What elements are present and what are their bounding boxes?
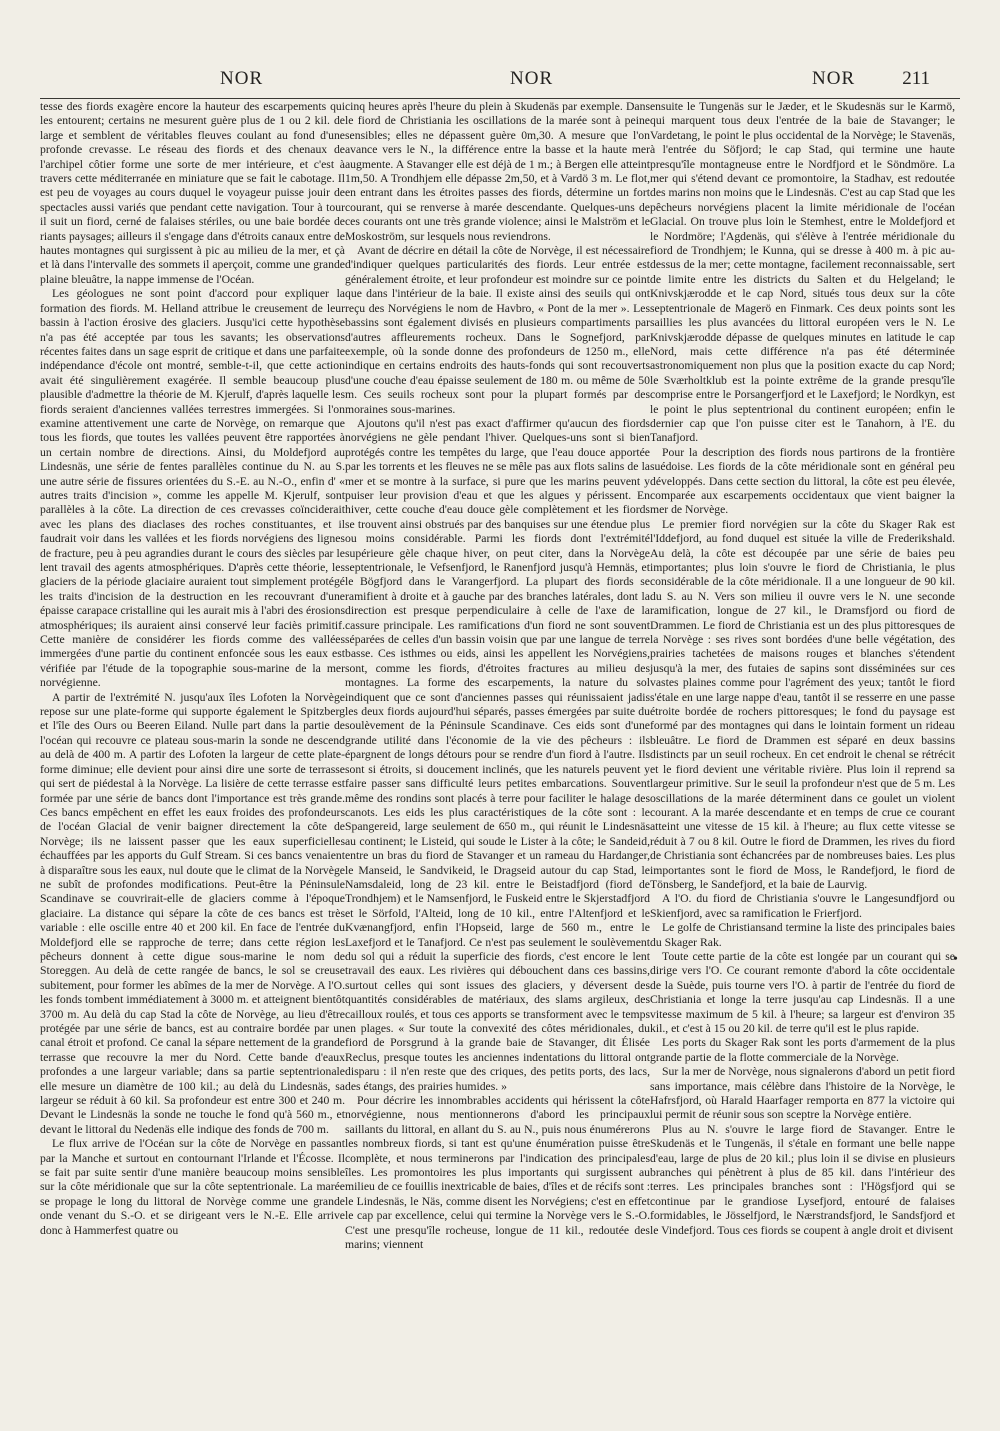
paragraph: cinq heures après l'heure du plein à Skudenäs par exemple. Dans le fiord de Christiania les oscillations de la marée sont à peine sensibles; elles ne dépassent guère 0m,30. A mesure que l'on avance vers le N., la différence entre la basse et la haute mer augmente. A Stavanger elle est déjà de 1 m.; à Bergen elle atteint 1m,50. A Trondhjem elle dépasse 2m,50, et à Vardö 3 m. Le flot, en entrant dans les étroites passes des fiords, détermine un fort courant, qui se renverse à marée descendante. Quelques-uns de ces courants ont une très grande violence; ainsi le Malström et le Moskoström, sur lesquels nous reviendrons. [345, 100, 650, 243]
paragraph: Avant de décrire en détail la côte de Norvège, il est nécessaire d'indiquer quelques particularités des fiords. Leur entrée est généralement étroite, et leur profondeur est moindre sur ce point que dans l'intérieur de la baie. Il existe ainsi des seuils qui ont reçu des Norvégiens le nom de Havbro, « Pont de la mer ». Les bassins sont également divisés en plusieurs compartiments par d'autres affleurements rocheux. Dans le Sognefjord, par exemple, où la sonde donne des profondeurs de 1250 m., elle indique en certains endroits des hauts-fonds qui sont recouverts d'une couche d'eau épaisse seulement de 180 m. ou même de 50 m. Ces seuils rocheux sont pour la plupart formés par des moraines sous-marines. [345, 244, 650, 416]
paragraph: A partir de l'extrémité N. jusqu'aux îles Lofoten la Norvège repose sur une plate-forme qui supporte également le Spitzberg et l'île des Ours ou Beeren Eiland. Nulle part dans la partie de l'océan qui recouvre ce plateau sous-marin la sonde ne descend au delà de 400 m. A partir des Lofoten la largeur de cette plate-forme diminue; elle devient pour ainsi dire une sorte de terrasse qui sert de piédestal à la Norvège. La lisière de cette terrasse est formée par une série de bancs dont l'importance est très grande. Ces bancs empêchent en effet les eaux froides des profondeurs de l'océan Glacial de venir baigner directement la côte de Norvège; ils ne laissent passer que les eaux superficielles échauffées par les apports du Gulf Stream. Si ces bancs venaient à disparaître sous les eaux, nul doute que le climat de la Norvège ne subît de profondes modifications. Peut-être la Péninsule Scandinave se couvrirait-elle de glaciers comme à l'époque glaciaire. La distance qui sépare la côte de ces bancs est très variable : elle oscille entre 40 et 200 kil. En face de l'entrée du Moldefjord elle se rapproche de terre; dans cette région les pêcheurs donnent à cette digue sous-marine le nom de Storeggen. Au delà de cette rangée de bancs, le sol se creuse subitement, pour former les abîmes de la mer de Norvège. A l'O. les fonds tombent immédiatement à 3000 m. et atteignent bientôt 3700 m. Au delà du cap Stad la côte de Norvège, au lieu d'être protégée par une série de bancs, est au contraire bordée par un canal étroit et profond. Ce canal la sépare nettement de la grande terrasse que recouvre la mer du Nord. Cette bande d'eaux profondes a une largeur variable; dans sa partie septentrionale elle mesure un diamètre de 100 kil.; au delà du Lindesnäs, sa largeur se réduit à 60 kil. Sa profondeur est entre 300 et 240 m. Devant le Lindesnäs la sonde ne touche le fond qu'à 560 m., et devant le littoral du Nedenäs elle indique des fonds de 700 m. [40, 690, 345, 1136]
paragraph: Pour la description des fiords nous partirons de la frontière suédoise. Les fiords de la côte méridionale sont en général peu développés. Dans cette section du littoral, la côte est peu élevée, comparée aux escarpements occidentaux que vient baigner la mer de Norvège. [650, 445, 955, 517]
paragraph: A l'O. du fiord de Christiania s'ouvre le Langesundfjord ou Skienfjord, avec sa ramification le Frierfjord. [650, 892, 955, 920]
paragraph: Le golfe de Christiansand termine la liste des principales baies du Skager Rak. [650, 921, 955, 949]
column-middle [345, 100, 650, 1253]
headword-right: NOR [812, 68, 856, 89]
column-right [650, 100, 955, 1238]
paragraph: tesse des fiords exagère encore la hauteur des escarpements qui les entourent; certains ne mesurent guère plus de 1 ou 2 kil. de large et semblent de véritables fleuves coulant au fond d'une profonde crevasse. Le réseau des fiords et des chenaux de l'archipel côtier forme une sorte de mer intérieure, et c'est à travers cette méditerranée en miniature que se fait le cabotage. Il est peu de voyages au cours duquel le voyageur puisse jouir de spectacles aussi variés que pendant cette navigation. Tour à tour il suit un fiord, cerné de falaises stériles, ou une baie bordée de riants paysages; ailleurs il s'engage dans d'étroits canaux entre de hautes montagnes qui surgissent à pic au milieu de la mer, et çà et là dans l'intervalle des sommets il aperçoit, comme une grande plaine bleuâtre, la nappe immense de l'Océan. [40, 100, 345, 286]
paragraph: ensuite le Tungenäs sur le Jæder, et le Skudesnäs sur le Karmö, qui marquent tous deux l'entrée de la baie de Stavanger; le Vardetang, le point le plus occidental de la Norvège; le Stavenäs, à l'entrée du Söfjord; le cap Stad, qui termine une haute presqu'île montagneuse entre le Nordfjord et le Söndmöre. La mer qui s'étend devant ce promontoire, la Stadhav, est redoutée des marins non moins que le Lindesnäs. C'est au cap Stad que les pêcheurs norvégiens placent la limite méridionale de l'océan Glacial. On trouve plus loin le Stemhest, entre le Moldefjord et le Nordmöre; l'Agdenäs, qui s'élève à l'entrée méridionale du fiord de Trondhjem; le Kunna, qui se dresse à 400 m. à pic au-dessus de la mer; cette montagne, facilement reconnaissable, sert de limite entre les districts du Salten et du Helgeland; le Knivskjærodde et le cap Nord, situés tous deux sur la côte septentrionale de Magerö en Finmark. Ces deux points sont les saillies les plus avancées du littoral européen vers le N. Le Knivskjærodde dépasse de quelques minutes en latitude le cap Nord, mais cette différence n'a pas été déterminée astronomiquement non plus que la position exacte du cap Nord; le Sværholtklub est la pointe extrême de la grande presqu'île comprise entre le Porsangerfjord et le Laxefjord; le Nordkyn, est le point le plus septentrional du continent européen; enfin le dernier cap que l'on puisse citer est le Tanahorn, à l'E. du Tanafjord. [650, 100, 955, 445]
paragraph: Sur la mer de Norvège, nous signalerons d'abord un petit fiord sans importance, mais célèbre dans l'histoire de la Norvège, le Hafrsfjord, où Harald Haarfager remporta en 877 la victoire qui lui permit de réunir sous son sceptre la Norvège entière. [650, 1065, 955, 1122]
paragraph: Plus au N. s'ouvre le large fiord de Stavanger. Entre le Skudenäs et le Tungenäs, il s'étale en formant une belle nappe d'eau, large de plus de 20 kil.; plus loin il se divise en plusieurs branches qui pénètrent à plus de 85 kil. dans l'intérieur des terres. Les principales branches sont : l'Högsfjord qui se continue par le grandiose Lysefjord, entouré de falaises formidables, le Jösselfjord, le Nærstrandsfjord, le Sandsfjord et le Vindefjord. Tous ces fiords se coupent à angle droit et divisent [650, 1122, 955, 1237]
column-left [40, 100, 345, 1238]
paragraph: Les géologues ne sont point d'accord pour expliquer la formation des fiords. M. Helland attribue le creusement de leur bassin à l'action érosive des glaciers. Jusqu'ici cette hypothèse n'a pas été acceptée par tous les savants; les observations récentes faites dans un sage esprit de critique et dans une parfaite indépendance d'école ont montré, semble-t-il, que cette action avait été singulièrement exagérée. Il semble beaucoup plus plausible d'admettre la théorie de M. Kjerulf, d'après laquelle les fiords seraient d'anciennes vallées terrestres immergées. Si l'on examine attentivement une carte de Norvège, on remarque que tous les fiords, que toutes les vallées peuvent être rapportées à un certain nombre de directions. Ainsi, du Moldefjord au Lindesnäs, une série de fentes parallèles continue du N. au S. une autre série de fissures orientées du S.-E. au N.-O., enfin d' « autres traits d'incision », comme les appelle M. Kjerulf, sont parallèles à la côte. La direction de ces crevasses coïnciderait avec les plans des diaclases des roches constituantes, et il faudrait voir dans les vallées et les fiords norvégiens des lignes de fracture, peu à peu agrandies durant le cours des siècles par le lent travail des agents atmosphériques. D'après cette théorie, les glaciers de la période glaciaire auraient tout simplement protégé les traits d'incision de la destruction en les recouvrant d'une épaisse carapace cristalline qui les aurait mis à l'abri des érosions atmosphériques; ils auraient ainsi conservé leur faciès primitif. Cette manière de considérer les fiords comme des vallées immergées d'une partie du continent enfoncée sous les eaux est vérifiée par l'étude de la topographie sous-marine de la mer norvégienne. [40, 287, 345, 690]
running-header [40, 68, 960, 99]
margin-mark: • [953, 952, 958, 967]
paragraph: Les ports du Skager Rak sont les ports d'armement de la plus grande partie de la flotte commerciale de la Norvège. [650, 1036, 955, 1064]
paragraph: Ajoutons qu'il n'est pas exact d'affirmer qu'aucun des fiords norvégiens ne gèle pendant l'hiver. Quelques-uns sont si bien protégés contre les tempêtes du large, que l'eau douce apportée par les torrents et les fleuves ne se mêle pas aux flots salins de la mer et se montre à la surface, si pure que les marins peuvent y puiser leur provision d'eau et que les algues y périssent. En hiver, cette couche d'eau douce gèle complètement et les fiords se trouvent ainsi obstrués par des banquises sur une étendue plus ou moins considérable. Parmi les fiords dont l'extrémité supérieure gèle chaque hiver, on peut citer, dans la Norvège septentrionale, le Vefsenfjord, le Ranenfjord jusqu'à Hemnäs, et le Bögfjord dans le Varangerfjord. La plupart des fiords se ramifient à droite et à gauche par des branches latérales, dont la direction est presque perpendiculaire à celle de l'axe de la cassure principale. Les ramifications d'un fiord ne sont souvent séparées de celles d'un bassin voisin que par une langue de terre basse. Ces isthmes ou eids, ainsi les appellent les Norvégiens, sont, comme les fiords, d'étroites fractures au milieu des montagnes. La forme des escarpements, la nature du sol indiquent que ce sont d'anciennes passes qui réunissaient jadis les deux fiords aujourd'hui séparés, passes émergées par suite du soulèvement de la Péninsule Scandinave. Ces eids sont d'une grande utilité dans l'économie de la vie des pêcheurs : ils épargnent de longs détours pour se rendre d'un fiord à l'autre. Ils sont si étroits, si doucement inclinés, que les naturels peuvent y faire passer sans difficulté leurs petites embarcations. Souvent même des rondins sont placés à terre pour faciliter le halage des canots. Les eids les plus caractéristiques de la côte sont : le Spangereid, large seulement de 650 m., qui réunit le Lindesnäs au continent; le Listeid, qui soude le Lister à la côte; le Sandeid, entre un bras du fiord de Stavanger et un rameau du Hardanger, le Manseid, le Sandvikeid, le Dragseid autour du cap Stad, le Namsdaleid, long de 23 kil. entre le Beistadfjord (fiord de Trondhjem) et le Namsenfjord, le Fuskeid entre le Skjerstadfjord et le Sörfold, l'Alteid, long de 10 kil., entre l'Altenfjord et le Kvænangfjord, enfin l'Hopseid, large de 560 m., entre le Laxefjord et le Tanafjord. Ce n'est pas seulement le soulèvement du sol qui a réduit la superficie des fiords, c'est encore le lent travail des eaux. Les rivières qui débouchent dans ces bassins, surtout celles qui sont issues des glaciers, y déversent des quantités considérables de matériaux, des slams argileux, des cailloux roulés, et tous ces apports se transforment avec le temps en plages. « Sur toute la convexité des côtes méridionales, du fiord de Porsgrund à la grande baie de Stavanger, dit Élisée Reclus, presque toutes les anciennes indentations du littoral ont disparu : il n'en reste que des criques, des petits ports, des lacs, des étangs, des prairies humides. » [345, 416, 650, 1093]
paragraph: Le flux arrive de l'Océan sur la côte de Norvège en passant par la Manche et surtout en contournant l'Irlande et l'Écosse. Il se fait par suite sentir d'une manière beaucoup moins sensible sur la côte méridionale que sur la côte septentrionale. La marée se propage le long du littoral de Norvège comme une grande onde venant du S.-O. et se dirigeant vers le N.-E. Elle arrive donc à Hammerfest quatre ou [40, 1137, 345, 1237]
paragraph: Toute cette partie de la côte est longée par un courant qui se dirige vers l'O. Ce courant remonte d'abord la côte occidentale de la Suède, puis tourne vers l'O. à partir de l'entrée du fiord de Christiania et longe la terre jusqu'au cap Lindesnäs. Il a une vitesse maximum de 5 kil. à l'heure; sa largeur est d'environ 35 kil., et c'est à 15 ou 20 kil. de terre qu'il est le plus rapide. [650, 949, 955, 1035]
headword-center: NOR [510, 68, 554, 89]
headword-left: NOR [220, 68, 264, 89]
page-number: 211 [902, 68, 930, 89]
paragraph: Le premier fiord norvégien sur la côte du Skager Rak est l'Iddefjord, au fond duquel est située la ville de Frederikshald. Au delà, la côte est découpée par une série de baies peu importantes; plus loin s'ouvre le fiord de Christiania, le plus considérable de la côte méridionale. Il a une longueur de 90 kil. du S. au N. Vers son milieu il ouvre vers le N. une seconde ramification, longue de 27 kil., le Dramsfjord ou fiord de Drammen. Le fiord de Christiania est un des plus pittoresques de la Norvège : ses rives sont bordées d'une belle végétation, des prairies tachetées de maisons rouges et blanches s'étendent jusqu'à la mer, des futaies de sapins sont disséminées sur ces vastes plaines comme pour l'agrément des yeux; tantôt le fiord s'étale en une large nappe d'eau, tantôt il se resserre en une passe étroite bordée de rochers pittoresques; le fond du paysage est formé par des montagnes qui dans le lointain forment un rideau bleuâtre. Le fiord de Drammen est séparé en deux bassins distincts par un seuil rocheux. En cet endroit le chenal se rétrécit et le fiord devient une véritable rivière. Plus loin il reprend sa largeur primitive. Sur le seuil la profondeur n'est que de 5 m. Les oscillations de la marée déterminent dans ce goulet un violent courant. A la marée descendante et en temps de crue ce courant atteint une vitesse de 15 kil. à l'heure; au flux cette vitesse se réduit à 7 ou 8 kil. Outre le fiord de Drammen, les rives du fiord de Christiania sont échancrées par de nombreuses baies. Les plus importantes sont le fiord de Moss, le Randefjord, le fiord de Tönsberg, le Sandefjord, et la baie de Laurvig. [650, 517, 955, 891]
paragraph: Pour décrire les innombrables accidents qui hérissent la côte norvégienne, nous mentionnerons d'abord les principaux saillants du littoral, en allant du S. au N., puis nous énumérerons les nombreux fiords, si tant est qu'une énumération puisse être complète, et nous terminerons par l'indication des principales îles. Les promontoires les plus importants qui surgissent au milieu de ce fouillis inextricable de baies, d'îles et de récifs sont : le Lindesnäs, le Näs, comme disent les Norvégiens; c'est en effet le cap par excellence, celui qui termine la Norvège vers le S.-O. C'est une presqu'île rocheuse, longue de 11 kil., redoutée des marins; viennent [345, 1094, 650, 1252]
